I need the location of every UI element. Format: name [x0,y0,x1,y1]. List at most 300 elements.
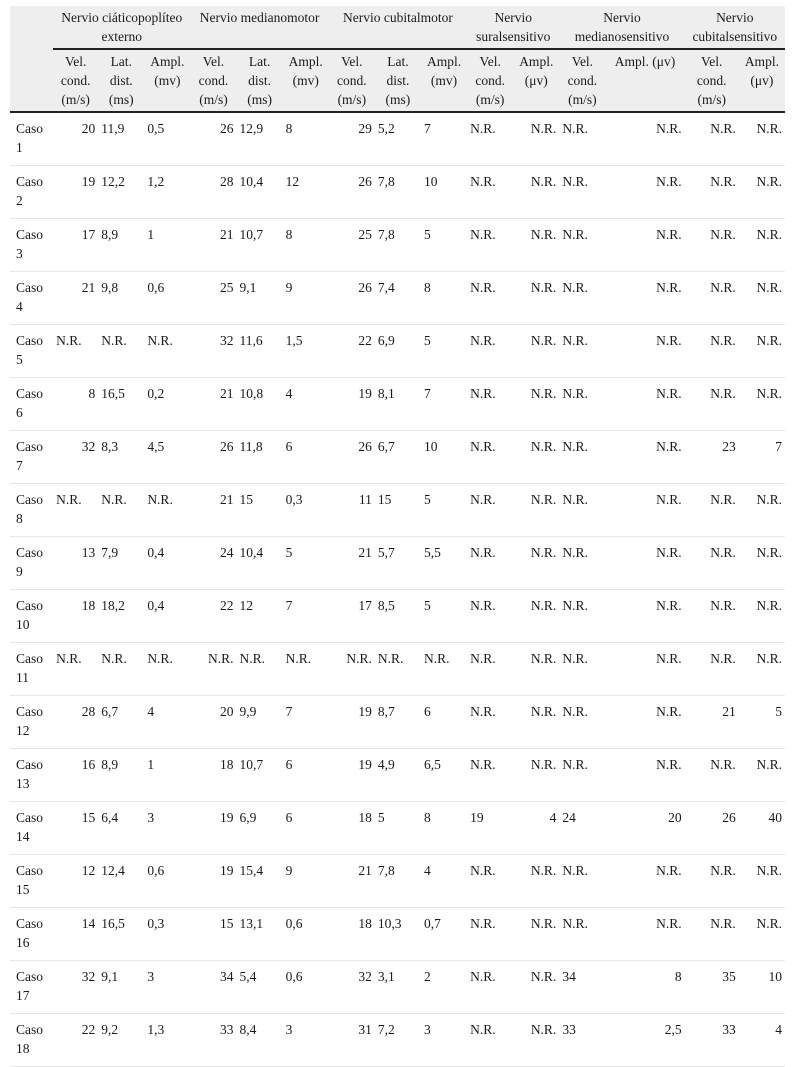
column-header: Vel. cond. (m/s) [559,49,605,112]
table-cell: N.R. [467,166,513,219]
column-header: Lat. dist. (ms) [375,49,421,112]
table-cell: 26 [329,166,375,219]
table-row [10,749,785,802]
table-cell: 25 [190,272,236,325]
table-cell: 24 [190,537,236,590]
case-label: Caso 15 [10,855,53,908]
table-cell: 35 [685,961,739,1014]
table-cell: 9,1 [98,961,144,1014]
table-cell: 11,6 [237,325,283,378]
table-cell: 40 [739,802,785,855]
table-cell: N.R. [605,537,684,590]
table-row [10,643,785,696]
table-cell: N.R. [685,112,739,166]
table-cell: 6,9 [237,802,283,855]
table-row [10,112,785,166]
table-cell: 11 [329,484,375,537]
table-cell: N.R. [739,166,785,219]
table-cell: 0,3 [283,484,329,537]
group-header-sural-sensitivo: Nervio suralsensitivo [467,6,559,49]
table-cell: N.R. [685,590,739,643]
table-cell: 6,4 [98,802,144,855]
table-cell: 9 [283,272,329,325]
table-cell: 15 [237,484,283,537]
table-cell: 6,7 [98,696,144,749]
table-cell: 10,7 [237,749,283,802]
table-cell: 16 [53,749,98,802]
table-cell: 6,9 [375,325,421,378]
case-label: Caso 7 [10,431,53,484]
table-cell: N.R. [513,219,559,272]
table-cell: N.R. [605,166,684,219]
case-label: Caso 18 [10,1014,53,1067]
table-cell: 10,4 [237,537,283,590]
table-row [10,219,785,272]
table-cell: 18 [190,749,236,802]
table-cell: N.R. [685,272,739,325]
column-header: Ampl. (μv) [739,49,785,112]
table-cell: N.R. [53,484,98,537]
table-cell: 21 [685,696,739,749]
table-cell: 2,5 [605,1014,684,1067]
table-cell: 6,7 [375,431,421,484]
table-cell: 10,7 [237,219,283,272]
table-cell: 12,9 [237,112,283,166]
table-cell: 19 [53,166,98,219]
table-cell: 5 [421,484,467,537]
table-cell: 19 [329,696,375,749]
table-cell: N.R. [559,908,605,961]
table-cell: 7 [421,378,467,431]
table-cell: 17 [53,219,98,272]
table-cell: N.R. [739,112,785,166]
table-cell: 3 [144,961,190,1014]
table-cell: N.R. [513,112,559,166]
table-cell: N.R. [513,749,559,802]
table-cell: 17 [329,590,375,643]
table-cell: N.R. [559,590,605,643]
table-cell: 7 [283,590,329,643]
table-cell: 21 [190,219,236,272]
table-cell: N.R. [467,431,513,484]
table-cell: 15 [53,802,98,855]
table-cell: N.R. [144,484,190,537]
table-cell: 7,9 [98,537,144,590]
table-cell: 7,8 [375,855,421,908]
subheader-row [10,49,785,112]
case-label: Caso 10 [10,590,53,643]
table-cell: N.R. [513,643,559,696]
table-cell: 25 [329,219,375,272]
table-cell: 21 [329,855,375,908]
table-cell: N.R. [739,590,785,643]
table-cell: 0,4 [144,590,190,643]
table-cell: 8,1 [375,378,421,431]
table-cell: 33 [190,1014,236,1067]
table-cell: 5 [739,696,785,749]
column-header: Lat. dist. (ms) [237,49,283,112]
table-cell: 1 [144,219,190,272]
table-row [10,325,785,378]
table-cell: N.R. [559,219,605,272]
table-cell: 28 [190,166,236,219]
column-header: Vel. cond. (m/s) [467,49,513,112]
table-cell: N.R. [513,537,559,590]
table-cell: N.R. [467,855,513,908]
column-header: Ampl. (mv) [144,49,190,112]
table-row [10,431,785,484]
table-cell: 12,4 [98,855,144,908]
column-header: Vel. cond. (m/s) [329,49,375,112]
table-cell: N.R. [685,325,739,378]
table-cell: N.R. [685,643,739,696]
table-cell: N.R. [467,112,513,166]
table-cell: N.R. [559,166,605,219]
table-row [10,802,785,855]
column-header: Vel. cond. (m/s) [685,49,739,112]
table-cell: 22 [190,590,236,643]
table-cell: 20 [53,112,98,166]
table-cell: 14 [53,908,98,961]
table-cell: 22 [329,325,375,378]
table-cell: 5,2 [375,112,421,166]
table-cell: 16,5 [98,908,144,961]
table-cell: 13 [53,537,98,590]
table-cell: N.R. [467,219,513,272]
column-header: Ampl. (μv) [605,49,684,112]
table-row [10,272,785,325]
table-cell: 7 [283,696,329,749]
table-cell: N.R. [467,961,513,1014]
table-cell: 7,8 [375,219,421,272]
table-cell: N.R. [739,484,785,537]
table-cell: 11,8 [237,431,283,484]
table-cell: N.R. [467,378,513,431]
table-cell: 26 [685,802,739,855]
table-cell: 5,7 [375,537,421,590]
table-row [10,166,785,219]
nerve-conduction-table [10,6,785,1067]
table-cell: N.R. [513,696,559,749]
table-cell: N.R. [559,112,605,166]
table-cell: 0,4 [144,537,190,590]
table-cell: 20 [605,802,684,855]
table-cell: 6 [283,749,329,802]
table-cell: 10,4 [237,166,283,219]
table-cell: N.R. [605,272,684,325]
table-cell: 10 [421,431,467,484]
case-label: Caso 2 [10,166,53,219]
table-cell: 8,5 [375,590,421,643]
table-cell: N.R. [685,484,739,537]
table-cell: N.R. [98,325,144,378]
table-cell: N.R. [467,696,513,749]
table-cell: N.R. [605,908,684,961]
case-label: Caso 16 [10,908,53,961]
table-cell: 19 [329,378,375,431]
table-cell: 19 [329,749,375,802]
table-cell: 0,7 [421,908,467,961]
table-cell: 23 [685,431,739,484]
table-cell: 12 [237,590,283,643]
table-cell: 21 [329,537,375,590]
table-cell: N.R. [685,855,739,908]
table-cell: 11,9 [98,112,144,166]
table-cell: 10 [739,961,785,1014]
column-header: Ampl. (μv) [513,49,559,112]
table-row [10,961,785,1014]
table-cell: N.R. [559,378,605,431]
table-cell: 32 [53,961,98,1014]
table-cell: N.R. [467,1014,513,1067]
table-cell: N.R. [559,696,605,749]
table-cell: 21 [190,378,236,431]
table-cell: 12 [53,855,98,908]
table-cell: N.R. [513,855,559,908]
table-cell: 1 [144,749,190,802]
table-cell: N.R. [467,749,513,802]
table-cell: 34 [559,961,605,1014]
table-cell: N.R. [513,1014,559,1067]
table-cell: N.R. [467,537,513,590]
table-cell: N.R. [559,643,605,696]
column-header: Vel. cond. (m/s) [190,49,236,112]
table-cell: 9,8 [98,272,144,325]
case-label: Caso 3 [10,219,53,272]
table-cell: 26 [190,112,236,166]
table-cell: N.R. [513,961,559,1014]
table-cell: 28 [53,696,98,749]
table-cell: N.R. [467,908,513,961]
table-cell: N.R. [559,325,605,378]
table-row [10,696,785,749]
table-cell: N.R. [739,749,785,802]
table-row [10,1014,785,1067]
case-label: Caso 5 [10,325,53,378]
table-cell: 5 [421,219,467,272]
table-cell: 8 [421,272,467,325]
table-cell: 12 [283,166,329,219]
table-cell: 5 [421,325,467,378]
table-cell: 18 [329,802,375,855]
table-cell: 22 [53,1014,98,1067]
table-cell: N.R. [513,484,559,537]
table-cell: 3,1 [375,961,421,1014]
table-cell: N.R. [513,166,559,219]
table-cell: 34 [190,961,236,1014]
table-cell: 4 [739,1014,785,1067]
table-cell: 3 [283,1014,329,1067]
corner-cell [10,6,53,112]
table-cell: 32 [53,431,98,484]
table-cell: 5 [375,802,421,855]
table-cell: 8,7 [375,696,421,749]
table-cell: N.R. [467,590,513,643]
table-cell: N.R. [605,696,684,749]
table-cell: 5,4 [237,961,283,1014]
table-cell: 9,1 [237,272,283,325]
table-cell: N.R. [513,590,559,643]
group-header-mediano-motor: Nervio medianomotor [190,6,328,49]
table-cell: 10 [421,166,467,219]
table-cell: N.R. [739,908,785,961]
table-cell: 9 [283,855,329,908]
table-body [10,112,785,1067]
table-cell: 0,6 [144,272,190,325]
table-cell: 33 [685,1014,739,1067]
table-cell: 26 [190,431,236,484]
table-cell: N.R. [559,484,605,537]
table-cell: N.R. [685,378,739,431]
table-cell: 7 [421,112,467,166]
table-cell: N.R. [739,378,785,431]
table-cell: N.R. [375,643,421,696]
table-cell: 24 [559,802,605,855]
table-cell: 4 [283,378,329,431]
table-cell: N.R. [559,537,605,590]
table-cell: N.R. [467,272,513,325]
table-cell: N.R. [144,325,190,378]
table-cell: 32 [329,961,375,1014]
table-cell: 8,9 [98,219,144,272]
group-header-ciatico: Nervio ciáticopoplíteo externo [53,6,190,49]
table-cell: 21 [53,272,98,325]
table-cell: 0,3 [144,908,190,961]
table-row [10,378,785,431]
table-cell: 15 [190,908,236,961]
group-header-mediano-sensitivo: Nervio medianosensitivo [559,6,684,49]
case-label: Caso 11 [10,643,53,696]
table-cell: N.R. [685,908,739,961]
case-label: Caso 6 [10,378,53,431]
table-cell: 33 [559,1014,605,1067]
table-cell: 4,9 [375,749,421,802]
table-cell: 32 [190,325,236,378]
table-cell: N.R. [605,590,684,643]
table-cell: N.R. [739,325,785,378]
table-cell: 8,4 [237,1014,283,1067]
table-cell: 31 [329,1014,375,1067]
table-cell: 0,5 [144,112,190,166]
table-header [10,6,785,112]
table-cell: 20 [190,696,236,749]
table-row [10,908,785,961]
table-cell: 18 [53,590,98,643]
table-cell: 26 [329,272,375,325]
table-cell: 9,2 [98,1014,144,1067]
table-cell: N.R. [739,219,785,272]
table-cell: 6 [421,696,467,749]
case-label: Caso 4 [10,272,53,325]
table-cell: 8,3 [98,431,144,484]
table-cell: N.R. [605,855,684,908]
case-label: Caso 13 [10,749,53,802]
table-cell: N.R. [98,484,144,537]
table-cell: 8 [605,961,684,1014]
table-cell: N.R. [513,272,559,325]
table-cell: N.R. [237,643,283,696]
table-cell: 5 [421,590,467,643]
table-cell: N.R. [739,537,785,590]
table-cell: N.R. [605,643,684,696]
table-cell: N.R. [513,325,559,378]
table-cell: 8 [421,802,467,855]
table-cell: N.R. [144,643,190,696]
table-cell: N.R. [53,643,98,696]
table-cell: 0,6 [283,961,329,1014]
table-cell: N.R. [559,431,605,484]
table-cell: 1,3 [144,1014,190,1067]
table-cell: 0,2 [144,378,190,431]
table-cell: 15 [375,484,421,537]
table-cell: 2 [421,961,467,1014]
table-cell: 19 [467,802,513,855]
table-cell: 4 [513,802,559,855]
table-cell: 0,6 [144,855,190,908]
table-cell: 3 [421,1014,467,1067]
column-header: Lat. dist. (ms) [98,49,144,112]
table-cell: N.R. [685,219,739,272]
table-cell: 4 [144,696,190,749]
table-cell: N.R. [283,643,329,696]
table-cell: 19 [190,802,236,855]
column-header: Ampl. (mv) [421,49,467,112]
table-cell: 3 [144,802,190,855]
table-cell: 12,2 [98,166,144,219]
table-row [10,484,785,537]
table-cell: N.R. [513,378,559,431]
table-row [10,590,785,643]
table-cell: 7 [739,431,785,484]
table-cell: N.R. [605,219,684,272]
table-cell: N.R. [605,484,684,537]
group-header-cubital-motor: Nervio cubitalmotor [329,6,467,49]
table-cell: 8,9 [98,749,144,802]
case-label: Caso 12 [10,696,53,749]
table-cell: N.R. [739,855,785,908]
table-cell: N.R. [98,643,144,696]
table-cell: 9,9 [237,696,283,749]
table-cell: N.R. [685,166,739,219]
table-cell: N.R. [467,643,513,696]
table-cell: 7,8 [375,166,421,219]
table-cell: 29 [329,112,375,166]
table-cell: 8 [53,378,98,431]
table-cell: 8 [283,219,329,272]
table-cell: 13,1 [237,908,283,961]
case-label: Caso 8 [10,484,53,537]
table-cell: N.R. [467,484,513,537]
table-cell: 4 [421,855,467,908]
column-header: Ampl. (mv) [283,49,329,112]
case-label: Caso 14 [10,802,53,855]
table-cell: N.R. [739,272,785,325]
table-cell: N.R. [53,325,98,378]
table-cell: N.R. [467,325,513,378]
table-cell: 21 [190,484,236,537]
table-cell: 19 [190,855,236,908]
table-cell: N.R. [513,431,559,484]
table-cell: 1,5 [283,325,329,378]
table-cell: 7,2 [375,1014,421,1067]
table-cell: 7,4 [375,272,421,325]
table-cell: 18,2 [98,590,144,643]
table-cell: N.R. [605,325,684,378]
table-cell: 5 [283,537,329,590]
table-cell: 6,5 [421,749,467,802]
table-cell: N.R. [605,378,684,431]
table-cell: N.R. [605,112,684,166]
